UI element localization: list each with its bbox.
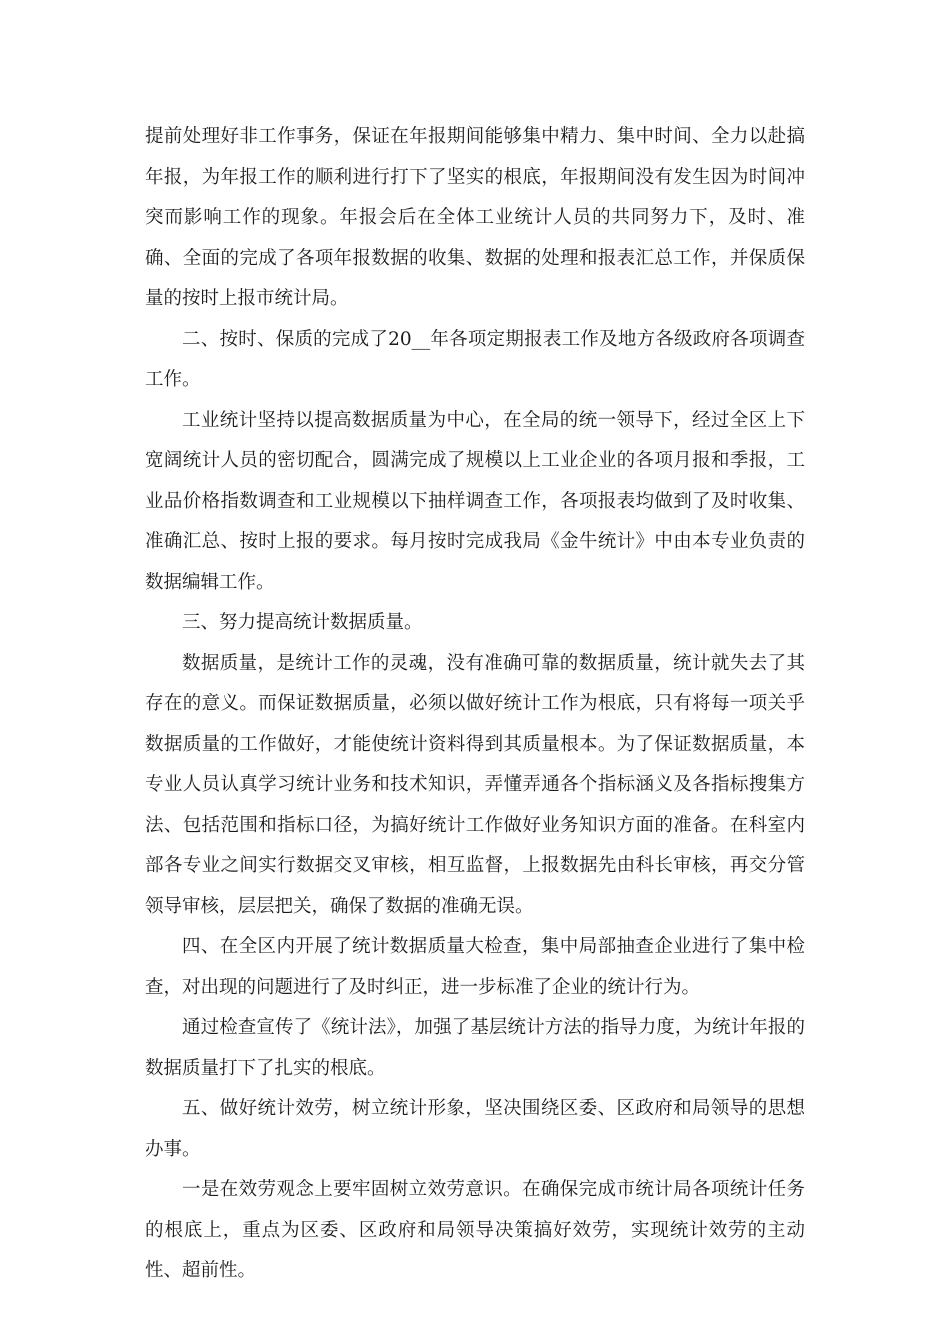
document-body — [145, 117, 805, 1292]
section-heading: 二、按时、保质的完成了20__年各项定期报表工作及地方各级政府各项调查工作。 — [145, 328, 805, 390]
section-heading: 四、在全区内开展了统计数据质量大检查，集中局部抽查企业进行了集中检查，对出现的问题进行了及时纠正，进一步标准了企业的统计行为。 — [145, 936, 805, 998]
paragraph: 提前处理好非工作事务，保证在年报期间能够集中精力、集中时间、全力以赴搞年报，为年报工作的顺利进行打下了坚实的根底，年报期间没有发生因为时间冲突而影响工作的现象。年报会后在全体工业统计人员的共同努力下，及时、准确、全面的完成了各项年报数据的收集、数据的处理和报表汇总工作，并保质保量的按时上报市统计局。 — [145, 126, 805, 309]
section-heading: 五、做好统计效劳，树立统计形象，坚决围绕区委、区政府和局领导的思想办事。 — [145, 1098, 805, 1160]
paragraph: 工业统计坚持以提高数据质量为中心，在全局的统一领导下，经过全区上下宽阔统计人员的密切配合，圆满完成了规模以上工业企业的各项月报和季报，工业品价格指数调查和工业规模以下抽样调查工作，各项报表均做到了及时收集、准确汇总、按时上报的要求。每月按时完成我局《金牛统计》中由本专业负责的数据编辑工作。 — [145, 409, 805, 593]
section-heading: 三、努力提高统计数据质量。 — [182, 612, 423, 633]
paragraph: 通过检查宣传了《统计法》，加强了基层统计方法的指导力度，为统计年报的数据质量打下了扎实的根底。 — [145, 1017, 805, 1079]
paragraph: 一是在效劳观念上要牢固树立效劳意识。在确保完成市统计局各项统计任务的根底上，重点为区委、区政府和局领导决策搞好效劳，实现统计效劳的主动性、超前性。 — [145, 1179, 805, 1281]
paragraph: 数据质量，是统计工作的灵魂，没有准确可靠的数据质量，统计就失去了其存在的意义。而保证数据质量，必须以做好统计工作为根底，只有将每一项关乎数据质量的工作做好，才能使统计资料得到其质量根本。为了保证数据质量，本专业人员认真学习统计业务和技术知识，弄懂弄通各个指标涵义及各指标搜集方法、包括范围和指标口径，为搞好统计工作做好业务知识方面的准备。在科室内部各专业之间实行数据交叉审核，相互监督，上报数据先由科长审核，再交分管领导审核，层层把关，确保了数据的准确无误。 — [145, 652, 805, 917]
